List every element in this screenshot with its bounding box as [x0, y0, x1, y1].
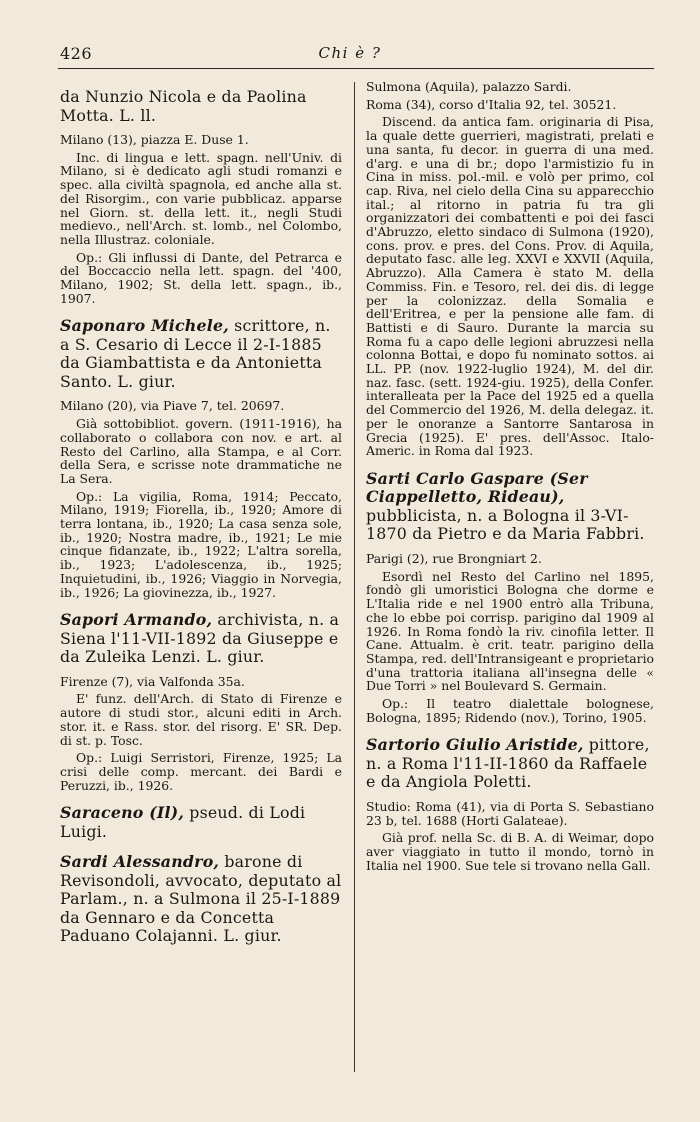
left-column [60, 80, 342, 1080]
entry-name: Saraceno (Il), [60, 803, 185, 823]
page-number: 426 [60, 44, 93, 63]
entry-title [60, 804, 342, 841]
entry-biography: Già sottobibliot. govern. (1911-1916), ha collaborato o collabora con nov. e art. al Resto del Carlino, alla Stampa, e al Corr. della Sera, e scrisse note drammatiche ne La Sera. [60, 416, 342, 486]
entry-works: Op.: Luigi Serristori, Firenze, 1925; La crisi delle comp. mercant. dei Bardi e Peruzzi, ib., 1926. [60, 750, 342, 793]
entry-address: Milano (20), via Piave 7, tel. 20697. [60, 398, 285, 414]
entry-address: Studio: Roma (41), via di Porta S. Sebastiano 23 b, tel. 1688 (Horti Galateae). [366, 798, 654, 828]
header-rule [58, 68, 654, 69]
entry-biography: Inc. di lingua e lett. spagn. nell'Univ. di Milano, si è dedicato agli studi romanzi e spec. alla civiltà spagnola, ed anche alla st. del Risorgim., con varie pubblicaz. apparse nel Giorn. st. della lett. it., negli Studi medievo., nell'Arch. st. lomb., nel Colombo, nella Illustraz. coloniale. [60, 149, 342, 247]
entry-title-rest: archivista, n. a Siena l'11-VII-1892 da Giuseppe e da Zuleika Lenzi. L. giur. [60, 610, 340, 667]
entry-title [60, 317, 342, 391]
entry-works: Op.: Gli influssi di Dante, del Petrarca e del Boccaccio nella lett. spagn. del '400, Milano, 1902; St. della lett. spagn., ib., 1907. [60, 249, 342, 306]
entry-works: Op.: Il teatro dialettale bolognese, Bologna, 1895; Ridendo (nov.), Torino, 1905. [366, 696, 654, 725]
entry-sardi-continued [366, 80, 654, 458]
entry-biography: Discend. da antica fam. originaria di Pisa, la quale dette guerrieri, magistrati, prelati e una santa, fu decor. in guerra di una med. d'arg. e una di br.; dopo l'armistizio fu in Cina in miss. pol.-mil. e volò per primo, col cap. Riva, nel cielo della Cina su apparecchio ital.; al ritorno in patria fu tra gli organizzatori dei combattenti e poi dei fasci d'Abruzzo, eletto sindaco di Sulmona (1920), cons. prov. e pres. del Cons. Prov. di Aquila, deputato fasc. alle leg. XXVI e XXVII (Aquila, Abruzzo). Alla Camera è stato M. della Commiss. Fin. e Tesoro, rel. dei dis. di legge per la colonizzaz. della Somalia e dell'Eritrea, e per la pensione alle fam. di Battisti e di Sauro. Durante la marcia su Roma fu a capo delle legioni abruzzesi nella colonna Bottai, e dopo fu nominato sottos. ai LL. PP. (nov. 1922-luglio 1924), M. del dir. naz. fasc. (sett. 1924-giu. 1925), della Confer. interalleata per la Pace del 1925 ed a quella del Commercio del 1926, M. della delegaz. it. per le onoranze a Santorre Santarosa in Grecia (1925). E' pres. dell'Assoc. Italo-Americ. in Roma dal 1923. [366, 114, 654, 459]
entry-title [366, 470, 654, 544]
entry-sartorio [366, 736, 654, 872]
entry-works: Op.: La vigilia, Roma, 1914; Peccato, Milano, 1919; Fiorella, ib., 1920; Amore di terra lontana, ib., 1920; La casa senza sole, ib., 1920; Nostra madre, ib., 1921; Le mie cinque fidanzate, ib., 1922; L'altra sorella, ib., 1923; L'adolescenza, ib., 1925; Inquietudini, ib., 1926; Viaggio in Norvegia, ib., 1926; La giovinezza, ib., 1927. [60, 488, 342, 600]
entry-address: Firenze (7), via Valfonda 35a. [60, 673, 245, 689]
entry-name: Sapori Armando, [60, 610, 213, 630]
right-column [366, 80, 654, 1080]
entry-name: Sartorio Giulio Aristide, [366, 735, 584, 755]
entry-title-rest: pittore, n. a Roma l'11-II-1860 da Raffaele e da Angiola Poletti. [366, 735, 650, 792]
entry-title [60, 853, 342, 946]
running-head: Chi è ? [318, 44, 382, 62]
entry-title [366, 736, 654, 792]
entry-biography: Già prof. nella Sc. di B. A. di Weimar, dopo aver viaggiato in tutto il mondo, tornò in Italia nel 1900. Sue tele si trovano nella Gall. [366, 830, 654, 873]
entry-sapori [60, 611, 342, 792]
entry-title: da Nunzio Nicola e da Paolina Motta. L. ll. [60, 87, 307, 125]
entry-title-rest: barone di Revisondoli, avvocato, deputato al Parlam., n. a Sulmona il 25-I-1889 da Gennaro e da Concetta Paduano Colajanni. L. giur. [60, 852, 342, 946]
entry-address: Roma (34), corso d'Italia 92, tel. 30521. [366, 96, 617, 112]
entry-title-rest: scrittore, n. a S. Cesario di Lecce il 2-I-1885 da Giambattista e da Antonietta Santo. L. giur. [60, 316, 331, 391]
entry-name: Saponaro Michele, [60, 316, 229, 336]
entry-title-rest: pubblicista, n. a Bologna il 3-VI-1870 da Pietro e da Maria Fabbri. [366, 505, 645, 544]
entry-name: Sardi Alessandro, [60, 852, 220, 872]
entry-name: Sarti Carlo Gaspare (Ser Ciappelletto, Rideau), [366, 468, 588, 507]
entry-sardi [60, 853, 342, 946]
column-divider [354, 82, 355, 1072]
entry-sarti [366, 470, 654, 724]
entry-biography: Esordì nel Resto del Carlino nel 1895, fondò gli umoristici Bologna che dorme e L'Italia ride e nel 1900 entrò alla Tribuna, che lo ebbe poi corrisp. parigino dal 1909 al 1926. In Roma fondò la riv. cinofila letter. Il Cane. Attualm. è crit. teatr. parigino della Stampa, red. dell'Intransigeant e proprietario d'una trattoria italiana all'insegna delle « Due Torri » nel Boulevard S. Germain. [366, 568, 654, 694]
entry-address: Parigi (2), rue Brongniart 2. [366, 550, 542, 566]
entry-title [60, 611, 342, 667]
entry-continued [60, 88, 342, 305]
entry-biography: E' funz. dell'Arch. di Stato di Firenze e autore di studi stor., alcuni editi in Arch. stor. it. e Rass. stor. del risorg. E' SR. Dep. di st. p. Tosc. [60, 691, 342, 748]
entry-saponaro [60, 317, 342, 599]
entry-title-rest: pseud. di Lodi Luigi. [60, 803, 306, 841]
entry-address: Sulmona (Aquila), palazzo Sardi. [366, 80, 572, 94]
entry-address: Milano (13), piazza E. Duse 1. [60, 132, 249, 147]
entry-saraceno [60, 804, 342, 841]
